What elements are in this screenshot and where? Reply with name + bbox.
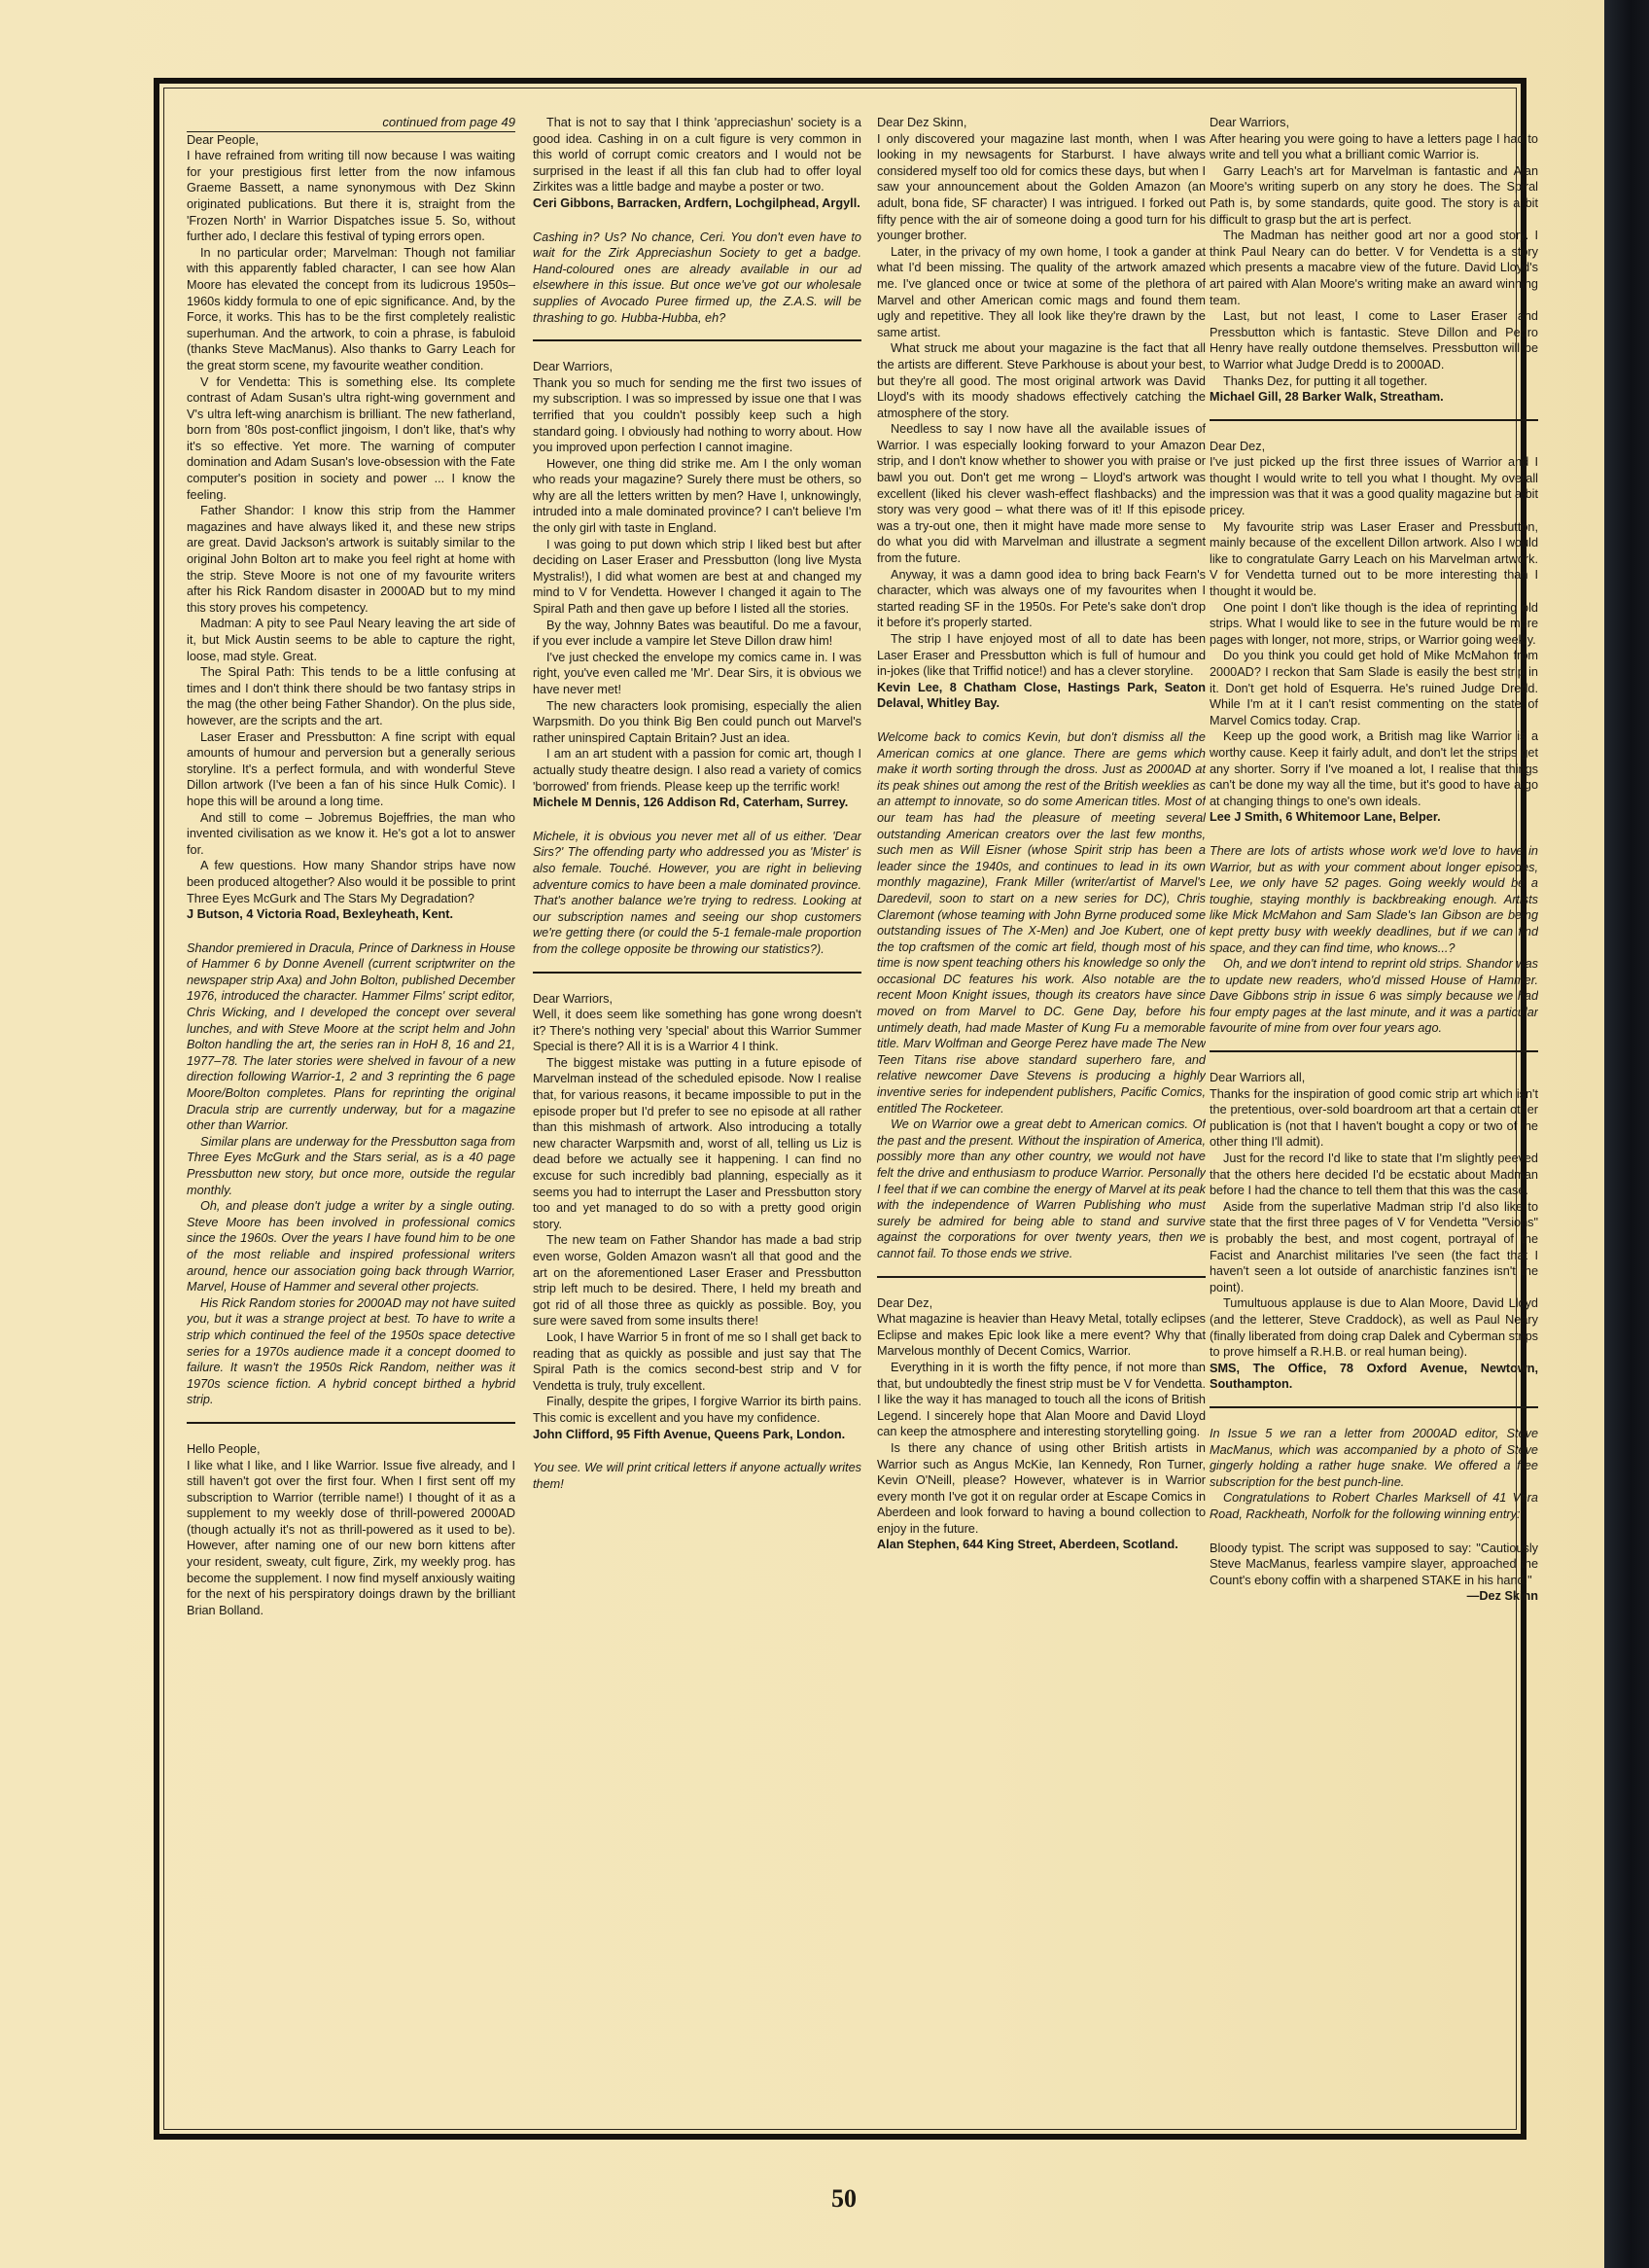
letter-paragraph: The Madman has neither good art nor a good story. I think Paul Neary can do better. V for Vendetta is a story which presents a macabre view of the future. David Lloyd's art paired with Alan Moore's writing make an award winning team. [1210,229,1538,307]
column-3 [877,115,1206,2118]
section-divider [1210,419,1538,421]
column-1 [187,115,515,2118]
letter-paragraph: What magazine is heavier than Heavy Metal, totally eclipses Eclipse and makes Epic look like a mere event? Why that Marvelous monthly of Decent Comics, Warrior. [877,1312,1206,1359]
letter-greeting: Dear Dez, [1210,439,1266,453]
letter-paragraph: Madman: A pity to see Paul Neary leaving the art side of it, but Mick Austin seems to be able to capture the right, loose, mad style. Great. [187,617,515,663]
letter-paragraph: Is there any chance of using other British artists in Warrior such as Angus McKie, Ian Kennedy, Ron Turner, Kevin O'Neill, please? However, whatever is in Warrior every month I've got it on regular order at Escape Comics in Aberdeen and look forward to having a bound collection to enjoy in the future. [877,1440,1206,1536]
letter-paragraph: My favourite strip was Laser Eraser and Pressbutton, mainly because of the excellent Dillon artwork. Also I would like to congratulate Garry Leach on his Marvelman artwork. V for Vendetta turned out to be more interesting than I thought it would be. [1210,519,1538,599]
letter-greeting: Dear Warriors, [533,991,614,1006]
letter-paragraph: Garry Leach's art for Marvelman is fantastic and Alan Moore's writing superb on any story he does. The Spiral Path is, by some standards, quite good. The story is a bit difficult to grasp but the art is perfect. [1210,163,1538,227]
letter-paragraph: I only discovered your magazine last month, when I was looking in my newsagents for Starburst. I have always considered myself too old for comics these days, but when I saw your announcement about the Golden Amazon (an adult, bona fide, SF character) I was intrigued. I forked out fifty pence with the air of someone doing a good turn for his younger brother. [877,131,1206,243]
column-4 [1210,115,1538,2118]
letter-paragraph: Keep up the good work, a British mag like Warrior is a worthy cause. Keep it fairly adult, and don't let the strips get any shorter. Sorry if I've moaned a lot, I realise that things can't be done my way all the time, but it's good to have a go at changing things to one's own ideals. [1210,729,1538,808]
editor-reply: His Rick Random stories for 2000AD may not have suited you, but it was a strange project at best. To have to write a strip which continued the feel of the 1950s space detective series for a 1970s audience made it a concept doomed to failure. It wasn't the 1950s Rick Random, neither was it 1970s science fiction. A hybrid concept birthed a hybrid strip. [187,1295,515,1407]
letter-paragraph: Father Shandor: I know this strip from the Hammer magazines and have always liked it, and these new strips are great. David Jackson's artwork is suitably similar to the original John Bolton art to make you feel right at home with the strip. Steve Moore is not one of my favourite writers after his Rick Random disaster in 2000AD but to my mind this story proves his competency. [187,504,515,615]
letter-greeting: Dear Warriors, [1210,116,1290,129]
letter-paragraph: I was going to put down which strip I liked best but after deciding on Laser Eraser and Pressbutton (long live Mysta Mystralis!), I did what women are best at and changed my mind to V for Vendetta. However I changed it again to The Spiral Path and then gave up before I listed all the stories. [533,537,861,617]
letter-greeting: Dear Warriors, [533,360,614,374]
letter-paragraph: Needless to say I now have all the available issues of Warrior. I was especially looking forward to your Amazon strip, and I don't know whether to shower you with praise or bawl you out. Don't get me wrong – Lloyd's artwork was excellent (liked his clever wash-effect flashbacks) and the story was very good – what there was of it! If this episode was a try-out one, then it might have made more sense to do what you did with Marvelman and illustrate a segment from the future. [877,422,1206,566]
section-divider [187,1422,515,1424]
letter-paragraph: Do you think you could get hold of Mike McMahon from 2000AD? I reckon that Sam Slade is easily the best strip in it. Don't get hold of Esquerra. He's ruined Judge Dredd. While I'm at it I can't resist commenting on the state of Marvel Comics today. Crap. [1210,649,1538,727]
letter-paragraph: Just for the record I'd like to state that I'm slightly peeved that the others here decided I'd be ecstatic about Madman before I had the chance to tell them that this was the case. [1210,1152,1538,1198]
letter-greeting: Dear Warriors all, [1210,1071,1306,1085]
letter-paragraph: And still to come – Jobremus Bojeffries, the man who invented civilisation as we know it. He's got a lot to answer for. [187,810,515,857]
letter-paragraph: Last, but not least, I come to Laser Eraser and Pressbutton which is fantastic. Steve Dillon and Pedro Henry have really outdone themselves. Pressbutton will be to Warrior what Judge Dredd is to 2000AD. [1210,309,1538,372]
letter-paragraph: Later, in the privacy of my own home, I took a gander at what I'd been missing. The quality of the artwork amazed me. I've glanced once or twice at some of the plethora of Marvel and other American comic mags and found them ugly and repetitive. They all look like they're drawn by the same artist. [877,244,1206,339]
letter-paragraph: The biggest mistake was putting in a future episode of Marvelman instead of the scheduled episode. Now I realise that, for various reasons, it became impossible to put in the episode proper but I'd prefer to see no episode at all rather than this mishmash of artwork. Also introducing a totally new character Warpsmith and, worst of all, telling us Liz is dead before we actually see it happening. I can find no excuse for such incredibly bad planning, especially as it seems you had to interrupt the Laser and Pressbutton story too and yet managed to do so with a pretty good origin story. [533,1055,861,1231]
letter-paragraph: I've just checked the envelope my comics came in. I was right, you've even called me 'Mr'. Dear Sirs, it is obvious we have never met! [533,650,861,696]
letter-signature: Alan Stephen, 644 King Street, Aberdeen, Scotland. [877,1538,1178,1552]
letter-greeting: Dear Dez Skinn, [877,116,967,129]
letter-paragraph: In no particular order; Marvelman: Though not familiar with this apparently fabled character, I can see how Alan Moore has elevated the concept from its ludicrous 1950s–1960s kiddy formula to one of epic significance. And, by the Force, it works. This has to be the first completely realistic superhuman. And the artwork, to coin a phrase, is fabuloid (thanks Steve MacManus). Also thanks to Garry Leach for the great storm scene, my favourite weather condition. [187,245,515,372]
editor-reply: There are lots of artists whose work we'd love to have in Warrior, but as with your comment about longer episodes, Lee, we only have 52 pages. Going weekly would be a toughie, staying monthly is backbreaking enough. Artists like Mick McMahon and Sam Slade's Ian Gibson are being kept pretty busy with weekly deadlines, but if we can find space, and they can find time, who knows...? [1210,843,1538,955]
letter-paragraph: A few questions. How many Shandor strips have now been produced altogether? Also would it be possible to print Three Eyes McGurk and The Stars My Degradation? [187,859,515,905]
letter-paragraph: I've just picked up the first three issues of Warrior and I thought I would write to tell you what I thought. My overall impression was that it was a good quality magazine but a bit pricey. [1210,455,1538,518]
letter-greeting: Hello People, [187,1441,261,1456]
section-divider [1210,1406,1538,1408]
letter-paragraph: By the way, Johnny Bates was beautiful. Do me a favour, if you ever include a vampire let Steve Dillon draw him! [533,618,861,649]
winning-entry: Bloody typist. The script was supposed to say: "Cautiously Steve MacManus, fearless vampire slayer, approached the Count's ebony coffin with a sharpened STAKE in his hand." [1210,1541,1538,1587]
letter-paragraph: I have refrained from writing till now because I was waiting for your prestigious first letter from the now infamous Graeme Bassett, a name synonymous with Dez Skinn originated publications. But there it is, straight from the 'Frozen North' in Warrior Dispatches issue 5. So, without further ado, I declare this festival of typing errors open. [187,149,515,244]
letter-greeting: Dear People, [187,132,260,147]
letter-paragraph: What struck me about your magazine is the fact that all the artists are different. Steve Parkhouse is about your best, but they're all good. The most original artwork was David Lloyd's with its moody shadows effectively catching the atmosphere of the story. [877,341,1206,420]
letter-signature: J Butson, 4 Victoria Road, Bexleyheath, Kent. [187,907,454,922]
continued-note: continued from page 49 [187,115,515,132]
letter-paragraph: However, one thing did strike me. Am I the only woman who reads your magazine? Surely there must be others, so why are all the letters written by men? Have I, unknowingly, intruded into a male dominated province? I can't believe I'm the only girl with taste in England. [533,456,861,536]
letter-greeting: Dear Dez, [877,1295,933,1310]
letter-paragraph: Aside from the superlative Madman strip I'd also like to state that the first three pages of V for Vendetta "Versions" is probably the best, and most cogent, portrayal of the Facist and Anarchist militaries I've seen (the fact that I haven't seen a lot outside of anarchistic fanzines isn't the point). [1210,1199,1538,1294]
letter-paragraph: That is not to say that I think 'appreciashun' society is a good idea. Cashing in on a cult figure is very common in this world of corrupt comic creators and I would not be surprised in the least if all this fan club had to offer loyal Zirkites was a little badge and maybe a poster or two. [533,116,861,195]
section-divider [533,972,861,974]
editor-reply: Shandor premiered in Dracula, Prince of Darkness in House of Hammer 6 by Donne Avenell (current scriptwriter on the newspaper strip Axa) and John Bolton, published December 1976, introduced the character. Hammer Films' script editor, Chris Wicking, and I developed the concept over several lunches, and with Steve Moore at the script helm and John Bolton handling the art, the series ran in HoH 8, 16 and 21, 1977–78. The later stories were shelved in favour of a new direction following Warrior-1, 2 and 3 reprinting the 6 page Moore/Bolton completes. Plans for reprinting the original Dracula strip are currently underway, but for a magazine other than Warrior. [187,940,515,1133]
editor-reply: Cashing in? Us? No chance, Ceri. You don't even have to wait for the Zirk Appreciashun Society to get a badge. Hand-coloured ones are already available in our ad elsewhere in this issue. But once we've got our wholesale supplies of Avocado Puree firmed up, the Z.A.S. will be thrashing to go. Hubba-Hubba, eh? [533,230,861,325]
letter-paragraph: Look, I have Warrior 5 in front of me so I shall get back to reading that as quickly as possible and just say that The Spiral Path is the comics second-best strip and V for Vendetta is truly, truly excellent. [533,1329,861,1393]
scan-edge [1604,0,1649,2268]
editor-reply: Oh, and please don't judge a writer by a single outing. Steve Moore has been involved in professional comics since the 1960s. Over the years I have found him to be one of the most reliable and inspired professional writers around, hence our association going back through Warrior, Marvel, House of Hammer and several other projects. [187,1199,515,1294]
letter-paragraph: Anyway, it was a damn good idea to bring back Fearn's character, which was always one of my favourites when I started reading SF in the 1950s. For Pete's sake don't drop it before it's properly started. [877,567,1206,630]
letter-paragraph: Tumultuous applause is due to Alan Moore, David Lloyd (and the letterer, Steve Craddock), as well as Paul Neary (finally liberated from doing crap Dalek and Cyberman strips to prove himself a R.H.B. or real human being). [1210,1296,1538,1360]
letter-paragraph: Laser Eraser and Pressbutton: A fine script with equal amounts of humour and perversion but a generally serious storyline. It's a perfect formula, and with wonderful Steve Dillon artwork (I've been a fan of his since Hulk Comic). I hope this will be around a long time. [187,729,515,808]
letter-paragraph: The new team on Father Shandor has made a bad strip even worse, Golden Amazon wasn't all that good and the art on the aforementioned Laser Eraser and Pressbutton strip left much to be desired. There, I held my breath and got rid of all those three as quickly as possible. Boy, you sure were saved from some insults there! [533,1233,861,1329]
editor-reply: Congratulations to Robert Charles Marksell of 41 Vera Road, Rackheath, Norfolk for the following winning entry: [1210,1491,1538,1521]
column-2 [533,115,861,2118]
letter-paragraph: Thanks Dez, for putting it all together. [1223,373,1428,388]
editor-reply: You see. We will print critical letters if anyone actually writes them! [533,1461,861,1491]
editor-signoff: —Dez Skinn [1466,1589,1538,1604]
letter-paragraph: I like what I like, and I like Warrior. Issue five already, and I still haven't got over the first four. When I first sent off my subscription to Warrior (terrible name!) I thought of it as a supplement to my weekly dose of thrill-powered 2000AD (though actually it's not as thrill-powered as it used to be). However, after naming one of our new born kittens after your resident, sweaty, cult figure, Zirk, my weekly prog. has become the supplement. I now find myself anxiously waiting for the next of his perspiratory doings drawn by the brilliant Brian Bolland. [187,1458,515,1617]
letter-signature: Michele M Dennis, 126 Addison Rd, Caterham, Surrey. [533,796,849,810]
letter-paragraph: One point I don't like though is the idea of reprinting old strips. What I would like to see in the future would be more pages with longer, not more, strips, or Warrior going weekly. [1210,600,1538,647]
letter-paragraph: Thanks for the inspiration of good comic strip art which isn't the pretentious, over-sold boardroom art that a certain other publication is (not that I haven't bought a copy or two of the other thing I'll admit). [1210,1086,1538,1150]
letter-paragraph: The new characters look promising, especially the alien Warpsmith. Do you think Big Ben could punch out Marvel's rather uninspired Captain Britain? Just an idea. [533,698,861,745]
letter-paragraph: After hearing you were going to have a letters page I had to write and tell you what a brilliant comic Warrior is. [1210,131,1538,162]
letter-paragraph: Thank you so much for sending me the first two issues of my subscription. I was so impressed by issue one that I was terrified that you couldn't possibly keep such a high standard going. I obviously had nothing to worry about. How you improved upon perfection I cannot imagine. [533,375,861,455]
editor-reply: Similar plans are underway for the Pressbutton saga from Three Eyes McGurk and the Stars serial, as is a 40 page Pressbutton new story, but once more, outside the regular monthly. [187,1134,515,1197]
letter-paragraph: V for Vendetta: This is something else. Its complete contrast of Adam Susan's ultra right-wing government and V's ultra left-wing anarchism is brilliant. The new fatherland, born from '80s post-conflict jingoism, I don't like, that's why it's so effective. Yet more. The warning of computer domination and Adam Susan's love-obsession with the Fate computer's position in society and power ... I know the feeling. [187,374,515,502]
editor-reply: In Issue 5 we ran a letter from 2000AD editor, Steve MacManus, which was accompanied by a photo of Steve gingerly holding a rather huge snake. We offered a free subscription for the best punch-line. [1210,1426,1538,1489]
letter-paragraph: The Spiral Path: This tends to be a little confusing at times and I don't think there should be two fantasy strips in the mag (the other being Father Shandor). On the plus side, however, are the scripts and the art. [187,665,515,727]
editor-reply: Michele, it is obvious you never met all of us either. 'Dear Sirs?' The offending party who addressed you as 'Mister' is also female. Touché. However, you are right in believing adventure comics to have been a male dominated province. That's another balance we're trying to redress. Looking at our subscription names and seeing our shop customers we're getting there (or could the 5-1 female-male proportion from the college opposite be throwing our statistics?). [533,829,861,956]
letter-signature: SMS, The Office, 78 Oxford Avenue, Newtown, Southampton. [1210,1361,1538,1392]
letter-paragraph: Well, it does seem like something has gone wrong doesn't it? There's nothing very 'special' about this Warrior Summer Special is there? All it is is a Warrior 4 I think. [533,1008,861,1054]
letter-signature: John Clifford, 95 Fifth Avenue, Queens Park, London. [533,1427,846,1441]
editor-reply: Oh, and we don't intend to reprint old strips. Shandor was to update new readers, who'd missed House of Hammer. Dave Gibbons strip in issue 6 was simply because we had four empty pages at the last minute, and it was a particular favourite of mine from over four years ago. [1210,957,1538,1036]
editor-reply: We on Warrior owe a great debt to American comics. Of the past and the present. Without the inspiration of America, possibly more than any other country, we would not have felt the drive and enthusiasm to produce Warrior. Personally I feel that if we can combine the energy of Marvel at its peak with the independence of Warren Publishing who must surely be admired for being able to stand and survive against the corporations for over twenty years, then we cannot fail. To those ends we strive. [877,1117,1206,1260]
letter-paragraph: Finally, despite the gripes, I forgive Warrior its birth pains. This comic is excellent and you have my confidence. [533,1395,861,1425]
page-number: 50 [831,2184,857,2213]
editor-reply: Welcome back to comics Kevin, but don't dismiss all the American comics at one glance. There are gems which make it worth sorting through the dross. Just as 2000AD at its peak shines out among the rest of the British weeklies as an attempt to innovate, so do some American titles. Most of our team has had the pleasure of meeting several outstanding American creators over the last few months, such men as Will Eisner (whose Spirit strip has been a leader since the 1940s, and continues to lead in its own monthly magazine), Frank Miller (writer/artist of Marvel's Daredevil, soon to start on a new series for DC), Chris Claremont (whose teaming with John Byrne produced some outstanding issues of The X-Men) and Joe Kubert, one of the top craftsmen of the comic art field, though most of his time is now spent teaching others his knowledge so only the occasional DC features his work. Also notable are the recent Moon Knight issues, though its creators have since moved on from Marvel to DC. Gene Day, before his untimely death, had made Master of Kung Fu a memorable title. Marv Wolfman and George Perez have made The New Teen Titans rise above standard superhero fare, and relative newcomer Dave Stevens is producing a highly inventive series for independent publishers, Pacific Comics, entitled The Rocketeer. [877,729,1206,1116]
letter-signature: Michael Gill, 28 Barker Walk, Streatham. [1210,390,1444,405]
letter-signature: Lee J Smith, 6 Whitemoor Lane, Belper. [1210,810,1441,825]
letter-paragraph: I am an art student with a passion for comic art, though I actually study theatre design. I also read a variety of comics 'borrowed' from friends. Please keep up the terrific work! [533,747,861,794]
section-divider [877,1276,1206,1278]
letter-paragraph: Everything in it is worth the fifty pence, if not more than that, but undoubtedly the finest strip must be V for Vendetta. I like the way it has managed to touch all the icons of British Legend. I sincerely hope that Alan Moore and David Lloyd can keep the atmosphere and interesting storytelling going. [877,1360,1206,1439]
section-divider [1210,1050,1538,1052]
letter-signature: Kevin Lee, 8 Chatham Close, Hastings Park, Seaton Delaval, Whitley Bay. [877,680,1206,711]
letter-paragraph: The strip I have enjoyed most of all to date has been Laser Eraser and Pressbutton which is full of humour and in-jokes (like that Triffid notice!) and has a clever storyline. [877,632,1206,679]
section-divider [533,339,861,341]
letter-signature: Ceri Gibbons, Barracken, Ardfern, Lochgilphead, Argyll. [533,195,860,210]
